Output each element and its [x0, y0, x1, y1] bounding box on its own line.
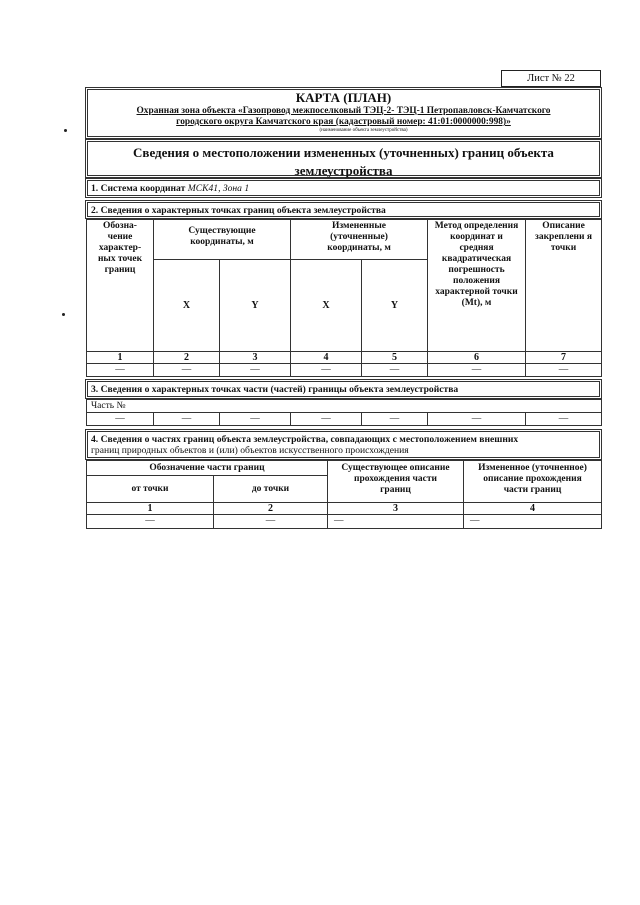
column-number: 1 — [87, 352, 154, 364]
section-2-title — [85, 200, 602, 219]
column-number: 4 — [464, 503, 602, 515]
col-existing-description: Существующее описание прохождения части границ — [328, 461, 464, 503]
column-number: 4 — [291, 352, 362, 364]
part-number-label: Часть № — [87, 400, 602, 413]
object-name-caption: (наименование объекта землеустройства) — [319, 128, 408, 133]
col-existing-coordinates: Существующие координаты, м — [154, 220, 291, 260]
table-cell: — — [428, 364, 526, 377]
column-number: 2 — [154, 352, 220, 364]
sheet-number — [501, 70, 601, 87]
col-changed-x: X — [291, 260, 362, 352]
boundary-parts-table — [86, 460, 602, 529]
part-points-table — [86, 399, 602, 426]
section-4-title-line-2: границ природных объектов и (или) объектов искусственного происхождения — [91, 445, 409, 456]
table-cell: — — [154, 364, 220, 377]
table-cell: — — [328, 515, 464, 529]
section-4-title — [85, 429, 602, 460]
section-2-title-text: 2. Сведения о характерных точках границ объекта землеустройства — [91, 205, 386, 216]
sheet-number-label: Лист № 22 — [527, 73, 575, 84]
coordinate-system-value: МСК41, Зона 1 — [187, 183, 250, 194]
section-4-title-line-1: 4. Сведения о частях границ объекта землеустройства, совпадающих с местоположением внешних — [91, 434, 519, 445]
map-header — [85, 87, 602, 139]
boundary-info-title-text: Сведения о местоположении измененных (уточненных) границ объекта землеустройства — [133, 145, 554, 178]
coordinate-system-row — [85, 178, 602, 198]
table-cell: — — [87, 413, 154, 426]
table-cell: — — [154, 413, 220, 426]
section-3-title-text: 3. Сведения о характерных точках части (частей) границы объекта землеустройства — [91, 384, 459, 395]
col-point-designation: Обозна- чение характер- ных точек границ — [87, 220, 154, 352]
col-existing-y: Y — [220, 260, 291, 352]
table-cell: — — [220, 364, 291, 377]
col-changed-coordinates: Измененные (уточненные) координаты, м — [291, 220, 428, 260]
coordinate-system-label: 1. Система координат — [91, 183, 188, 194]
table-cell: — — [291, 364, 362, 377]
table-cell: — — [220, 413, 291, 426]
table-cell: — — [464, 515, 602, 529]
column-number: 3 — [328, 503, 464, 515]
column-number: 1 — [87, 503, 214, 515]
column-number: 5 — [362, 352, 428, 364]
margin-mark — [62, 313, 65, 316]
column-number: 6 — [428, 352, 526, 364]
section-3-title — [85, 379, 602, 399]
table-cell: — — [428, 413, 526, 426]
col-to-point: до точки — [214, 476, 328, 503]
col-from-point: от точки — [87, 476, 214, 503]
col-description: Описание закреплени я точки — [526, 220, 602, 352]
column-number: 3 — [220, 352, 291, 364]
table-cell: — — [87, 364, 154, 377]
col-method: Метод определения координат и средняя квадратическая погрешность положения характерной точки (Mt), м — [428, 220, 526, 352]
table-cell: — — [87, 515, 214, 529]
column-number: 7 — [526, 352, 602, 364]
margin-mark — [64, 129, 67, 132]
column-number: 2 — [214, 503, 328, 515]
table-cell: — — [526, 364, 602, 377]
col-changed-y: Y — [362, 260, 428, 352]
table-cell: — — [362, 413, 428, 426]
table-cell: — — [291, 413, 362, 426]
col-existing-x: X — [154, 260, 220, 352]
col-designation: Обозначение части границ — [87, 461, 328, 476]
document-title: КАРТА (ПЛАН) — [295, 90, 392, 105]
characteristic-points-table — [86, 219, 602, 377]
table-cell: — — [362, 364, 428, 377]
col-changed-description: Измененное (уточненное) описание прохождения части границ — [464, 461, 602, 503]
boundary-info-title — [85, 139, 602, 178]
object-name-line-2: городского округа Камчатского края (кадастровый номер: 41:01:0000000:998)» — [176, 117, 511, 127]
table-cell: — — [526, 413, 602, 426]
object-name-line-1: Охранная зона объекта «Газопровод межпоселковый ТЭЦ-2- ТЭЦ-1 Петропавловск-Камчатского — [136, 106, 551, 116]
table-cell: — — [214, 515, 328, 529]
